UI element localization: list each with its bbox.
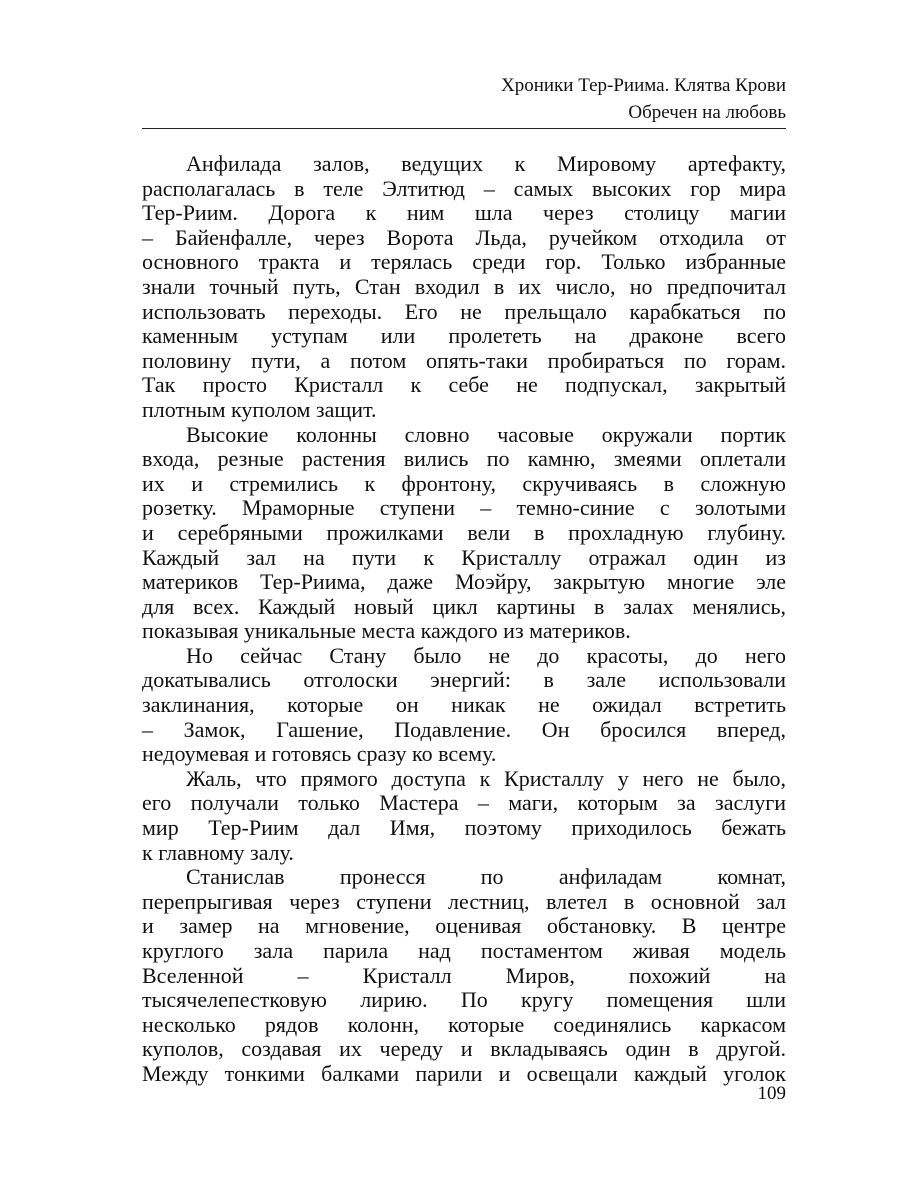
chapter-title: Обречен на любовь (628, 102, 786, 123)
text-line: каменным уступам или пролететь на драконе всего (142, 323, 786, 349)
text-line: заклинания, которые он никак не ожидал встретить (142, 692, 786, 718)
text-line: располагалась в теле Элтитюд – самых высоких гор мира (142, 175, 786, 201)
running-header (142, 72, 786, 129)
paragraph (142, 152, 786, 423)
text-line: плотным куполом защит. (142, 396, 377, 422)
text-line: половину пути, а потом опять-таки пробираться по горам. (142, 347, 786, 373)
text-line: основного тракта и терялась среди гор. Только избранные (142, 249, 786, 275)
text-line: мир Тер-Риим дал Имя, поэтому приходилось бежать (142, 815, 786, 841)
text-line: круглого зала парила над постаментом живая модель (142, 938, 786, 963)
book-title: Хроники Тер-Риима. Клятва Крови (501, 75, 786, 96)
text-line: материков Тер-Риима, даже Моэйру, закрытую многие эле (142, 569, 786, 595)
paragraph (142, 865, 786, 1086)
text-line: Вселенной – Кристалл Миров, похожий на (142, 962, 786, 988)
text-line: их и стремились к фронтону, скручиваясь в сложную (142, 470, 786, 496)
text-line: Но сейчас Стану было не до красоты, до него (186, 642, 786, 668)
paragraph (142, 423, 786, 644)
text-line: Так просто Кристалл к себе не подпускал, закрытый (142, 372, 786, 398)
text-line: его получали только Мастера – маги, которым за заслуги (142, 790, 786, 816)
body-text (142, 152, 786, 1087)
paragraph (142, 644, 786, 767)
text-line: недоумевая и готовясь сразу ко всему. (142, 741, 497, 767)
text-line: Станислав пронесся по анфиладам комнат, (186, 864, 786, 890)
text-line: куполов, создавая их череду и вкладываясь один в другой. (142, 1036, 786, 1062)
text-line: – Байенфалле, через Ворота Льда, ручейком отходила от (142, 224, 786, 250)
text-line: Тер-Риим. Дорога к ним шла через столицу магии (142, 200, 786, 226)
text-line: использовать переходы. Его не прельщало карабкаться по (142, 298, 786, 324)
text-line: знали точный путь, Стан входил в их число, но предпочитал (142, 273, 786, 299)
text-line: входа, резные растения вились по камню, змеями оплетали (142, 446, 786, 472)
text-line: показывая уникальные места каждого из материков. (142, 618, 631, 644)
paragraph (142, 767, 786, 865)
text-line: Каждый зал на пути к Кристаллу отражал один из (142, 544, 786, 570)
text-line: к главному залу. (142, 839, 294, 865)
text-line: несколько рядов колонн, которые соединялись каркасом (142, 1011, 786, 1037)
text-line: и замер на мгновение, оценивая обстановку. В центре (142, 913, 786, 939)
text-line: – Замок, Гашение, Подавление. Он бросился вперед, (142, 716, 786, 742)
text-line: докатывались отголоски энергий: в зале использовали (142, 667, 786, 693)
text-line: розетку. Мраморные ступени – темно-синие с золотыми (142, 495, 786, 521)
text-line: для всех. Каждый новый цикл картины в залах менялись, (142, 593, 786, 619)
text-line: перепрыгивая через ступени лестниц, влетел в основной зал (142, 888, 786, 914)
text-line: и серебряными прожилками вели в прохладную глубину. (142, 519, 786, 545)
text-line: Жаль, что прямого доступа к Кристаллу у него не было, (186, 765, 786, 791)
page-number: 109 (757, 1083, 786, 1104)
text-line: Высокие колонны словно часовые окружали портик (186, 421, 786, 447)
text-line: Анфилада залов, ведущих к Мировому артефакту, (186, 151, 786, 176)
text-line: тысячелепестковую лирию. По кругу помещения шли (142, 987, 786, 1013)
text-line: Между тонкими балками парили и освещали каждый уголок (142, 1060, 786, 1086)
